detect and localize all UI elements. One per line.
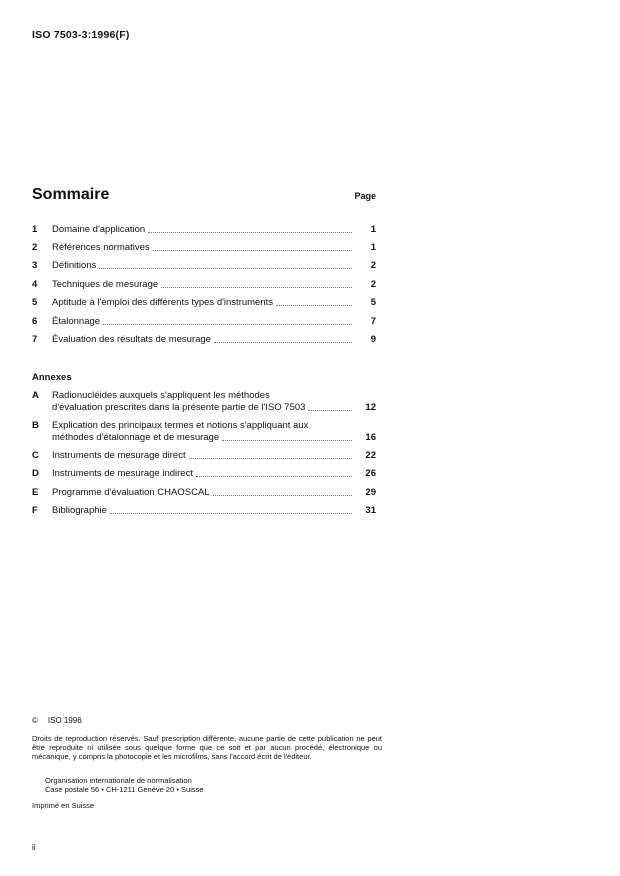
dot-leader — [196, 476, 352, 477]
dot-leader — [153, 250, 352, 251]
annex-entry-title-line2: méthodes d'étalonnage et de mesurage — [52, 432, 220, 443]
toc-entry-2[interactable] — [32, 242, 376, 254]
annex-entry-title: Instruments de mesurage indirect — [52, 468, 193, 479]
toc-entry-page: 2 — [370, 279, 376, 290]
toc-entry-1[interactable] — [32, 224, 376, 236]
copyright-notice — [32, 716, 382, 725]
annex-entry-letter: E — [32, 487, 39, 498]
toc-entry-title: Techniques de mesurage — [52, 279, 159, 290]
publisher-name: Organisation internationale de normalisation — [45, 776, 192, 785]
toc-entry-title: Références normatives — [52, 242, 150, 253]
toc-entry-page: 1 — [370, 224, 376, 235]
annex-entry-letter: D — [32, 468, 39, 479]
annex-entry-a[interactable] — [32, 390, 376, 414]
annex-entry-letter: C — [32, 450, 39, 461]
toc-entry-number: 4 — [32, 279, 38, 290]
annex-entry-page: 22 — [365, 450, 376, 461]
toc-entry-number: 3 — [32, 260, 38, 271]
document-id: ISO 7503-3:1996(F) — [32, 29, 130, 41]
annex-entry-f[interactable] — [32, 505, 376, 517]
annex-entry-letter: F — [32, 505, 38, 516]
copyright-symbol: © — [32, 716, 38, 725]
toc-entry-title: Domaine d'application — [52, 224, 146, 235]
annex-entry-title-line1: Explication des principaux termes et notions s'appliquant aux — [52, 420, 309, 431]
annexes-heading: Annexes — [32, 372, 72, 383]
dot-leader — [222, 440, 352, 441]
toc-entry-4[interactable] — [32, 279, 376, 291]
dot-leader — [148, 232, 352, 233]
annex-entry-c[interactable] — [32, 450, 376, 462]
annex-entry-page: 31 — [365, 505, 376, 516]
toc-title: Sommaire — [32, 186, 110, 203]
page-number: ii — [32, 843, 36, 852]
dot-leader — [189, 458, 352, 459]
dot-leader — [214, 342, 352, 343]
toc-entry-title: Évaluation des résultats de mesurage — [52, 334, 211, 345]
toc-entry-page: 7 — [370, 316, 376, 327]
toc-entry-page: 9 — [370, 334, 376, 345]
dot-leader — [213, 495, 352, 496]
toc-entry-page: 5 — [370, 297, 376, 308]
toc-entry-3[interactable] — [32, 260, 376, 272]
rights-statement: Droits de reproduction réservés. Sauf prescription différente, aucune partie de cette publication ne peut être reproduite ni utilisée sous quelque forme que ce soit et par aucun procédé, électronique ou mécanique, y compris la photocopie et les microfilms, sans l'accord écrit de l'éditeur. — [32, 734, 382, 762]
page-column-label: Page — [354, 191, 376, 201]
toc-entry-title: Aptitude à l'emploi des différents types d'instruments — [52, 297, 274, 308]
publisher-postal-address: Case postale 56 • CH-1211 Genève 20 • Suisse — [45, 785, 204, 795]
annex-entry-letter: B — [32, 420, 39, 431]
toc-entry-number: 1 — [32, 224, 38, 235]
annex-entry-b[interactable] — [32, 420, 376, 444]
dot-leader — [103, 324, 352, 325]
annex-entry-title: Bibliographie — [52, 505, 107, 516]
toc-entry-title: Définitions — [52, 260, 97, 271]
dot-leader — [99, 268, 352, 269]
annex-entry-d[interactable] — [32, 468, 376, 480]
annex-entry-title-line1: Radionucléides auxquels s'appliquent les méthodes — [52, 390, 270, 401]
annex-entry-page: 12 — [365, 402, 376, 413]
toc-entry-number: 6 — [32, 316, 38, 327]
dot-leader — [110, 513, 352, 514]
toc-entry-5[interactable] — [32, 297, 376, 309]
toc-entry-7[interactable] — [32, 334, 376, 346]
toc-entry-number: 7 — [32, 334, 38, 345]
annex-entry-title: Programme d'évaluation CHAOSCAL — [52, 487, 210, 498]
dot-leader — [276, 305, 352, 306]
annex-entry-letter: A — [32, 390, 39, 401]
copyright-text: ISO 1996 — [47, 716, 82, 725]
toc-entry-number: 5 — [32, 297, 38, 308]
toc-entry-page: 1 — [370, 242, 376, 253]
annex-entry-page: 16 — [365, 432, 376, 443]
toc-entry-6[interactable] — [32, 316, 376, 328]
printed-in: Imprimé en Suisse — [32, 801, 95, 810]
annex-entry-page: 29 — [365, 487, 376, 498]
annex-entry-title: Instruments de mesurage direct — [52, 450, 186, 461]
annex-entry-e[interactable] — [32, 487, 376, 499]
annex-entry-title-line2: d'évaluation prescrites dans la présente partie de l'ISO 7503 — [52, 402, 306, 413]
toc-entry-page: 2 — [370, 260, 376, 271]
toc-entry-title: Étalonnage — [52, 316, 101, 327]
dot-leader — [308, 410, 352, 411]
toc-entry-number: 2 — [32, 242, 38, 253]
publisher-address — [45, 776, 204, 795]
annex-entry-page: 26 — [365, 468, 376, 479]
dot-leader — [161, 287, 352, 288]
